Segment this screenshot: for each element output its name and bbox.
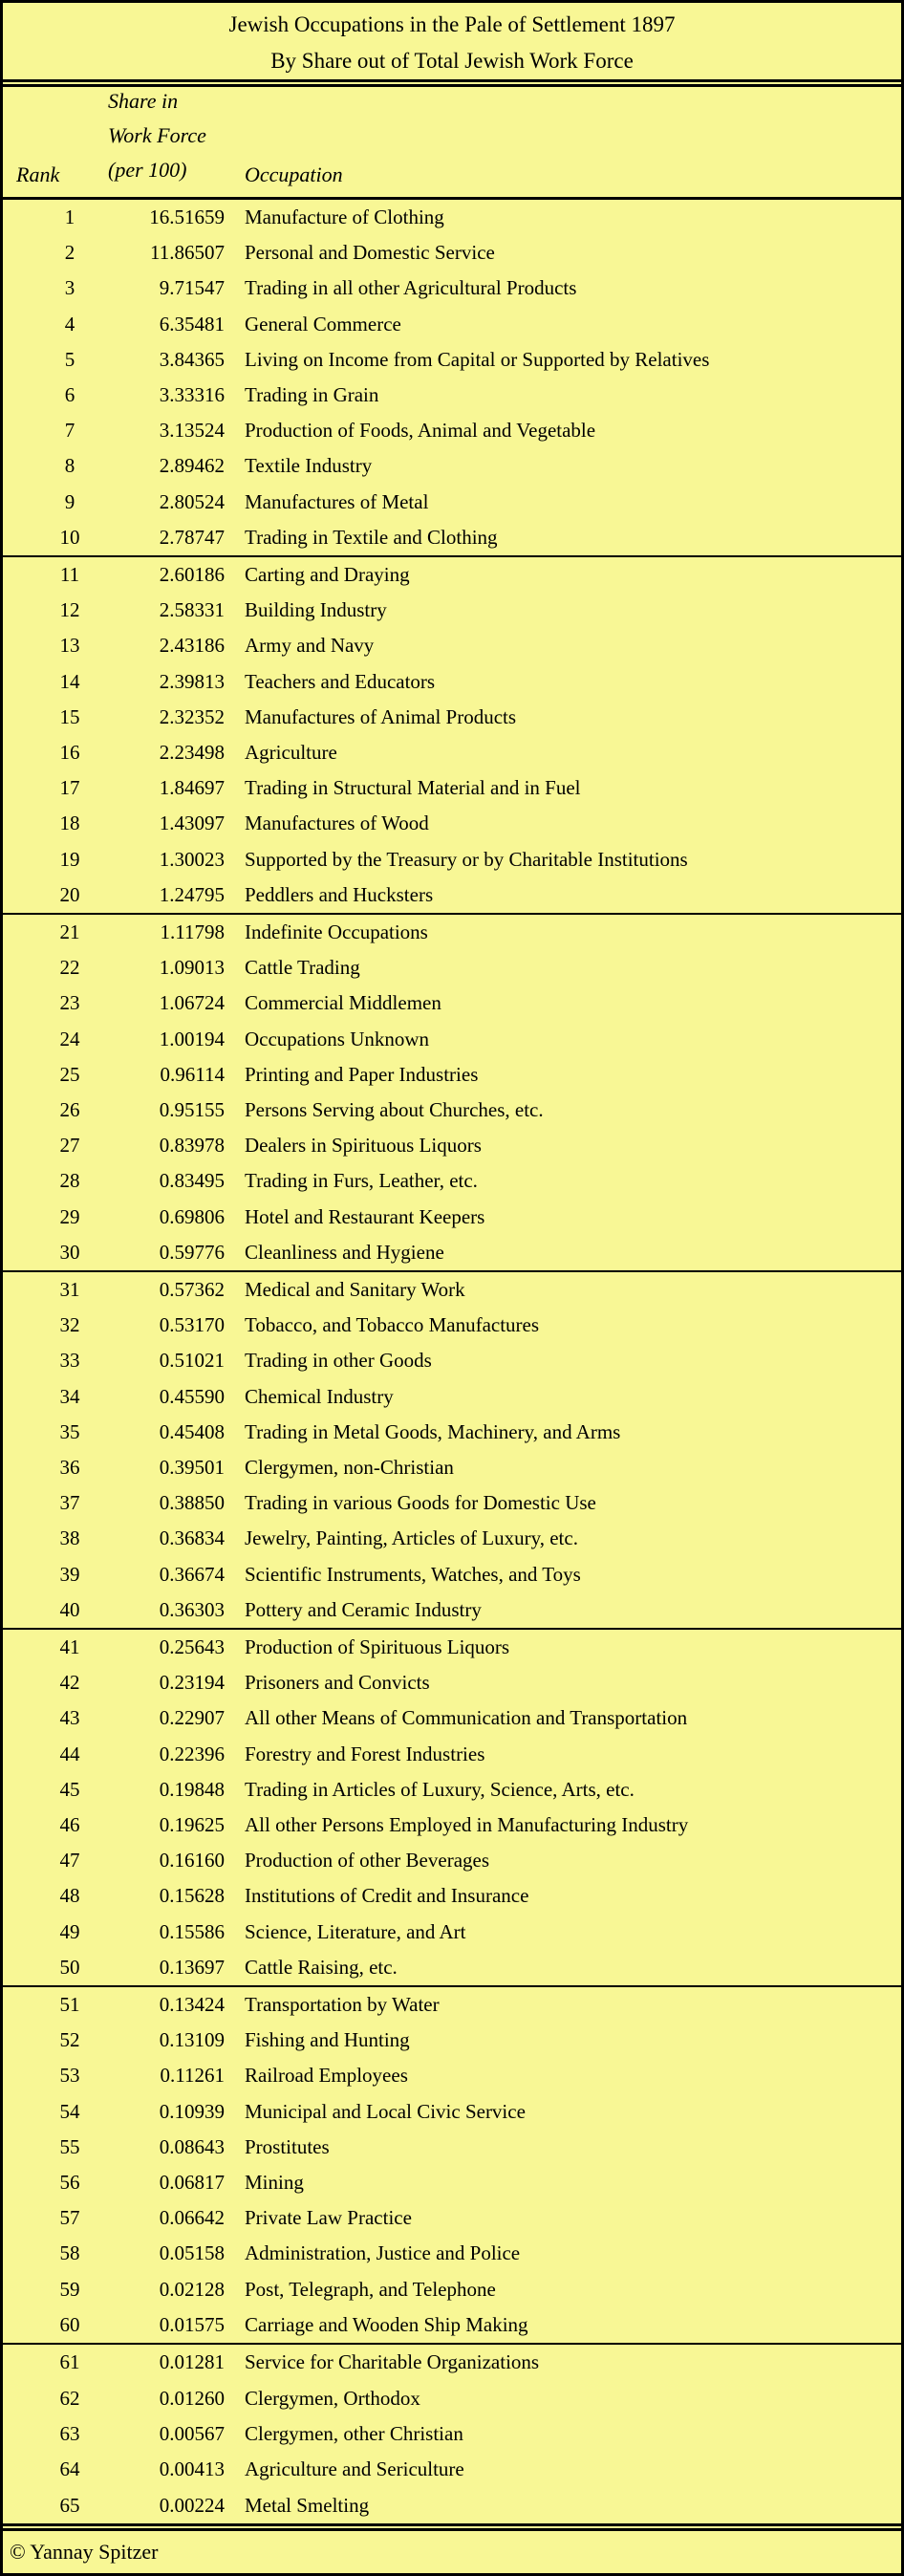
table-row — [3, 700, 901, 735]
occupation-cell: Army and Navy — [245, 634, 375, 658]
occupation-cell: Commercial Middlemen — [245, 991, 441, 1015]
share-cell: 9.71547 — [159, 276, 225, 300]
table-row — [3, 985, 901, 1021]
share-cell: 3.13524 — [159, 419, 225, 443]
share-cell: 0.19625 — [159, 1813, 225, 1837]
rank-cell: 18 — [59, 812, 80, 835]
occupation-cell: Prostitutes — [245, 2134, 330, 2158]
occupation-cell: Occupations Unknown — [245, 1027, 430, 1050]
column-header-rank: Rank — [16, 162, 60, 186]
occupation-cell: Clergymen, other Christian — [245, 2421, 463, 2445]
share-cell: 0.13109 — [159, 2028, 225, 2052]
occupation-cell: Chemical Industry — [245, 1384, 394, 1408]
occupation-cell: Scientific Instruments, Watches, and Toys — [245, 1562, 581, 1586]
rank-cell: 13 — [59, 634, 80, 658]
table-row — [3, 2307, 901, 2343]
occupation-cell: General Commerce — [245, 312, 401, 336]
rank-cell: 31 — [59, 1278, 80, 1302]
occupation-cell: Supported by the Treasury or by Charitable Institutions — [245, 847, 688, 871]
table-row — [3, 1022, 901, 1057]
rank-cell: 26 — [59, 1098, 80, 1122]
table-row — [3, 628, 901, 663]
table-row — [3, 1630, 901, 1665]
share-cell: 16.51659 — [149, 206, 225, 229]
share-cell: 0.23194 — [159, 1671, 225, 1695]
share-cell: 0.15628 — [159, 1884, 225, 1908]
share-cell: 0.51021 — [159, 1349, 225, 1373]
table-row — [3, 2272, 901, 2307]
share-cell: 11.86507 — [150, 241, 225, 265]
table-row — [3, 1200, 901, 1235]
occupation-cell: Institutions of Credit and Insurance — [245, 1884, 529, 1908]
share-cell: 2.43186 — [159, 634, 225, 658]
table-row — [3, 593, 901, 628]
table-row — [3, 1272, 901, 1308]
occupation-cell: All other Persons Employed in Manufacturing Industry — [245, 1813, 689, 1837]
share-cell: 0.16160 — [159, 1849, 225, 1872]
occupation-cell: Cattle Trading — [245, 956, 360, 980]
table-row — [3, 1343, 901, 1378]
rank-cell: 3 — [64, 276, 75, 300]
rank-cell: 10 — [59, 525, 80, 549]
occupation-cell: Building Industry — [245, 598, 387, 622]
share-cell: 2.80524 — [159, 489, 225, 513]
share-cell: 0.11261 — [160, 2064, 225, 2088]
occupation-cell: Persons Serving about Churches, etc. — [245, 1098, 544, 1122]
occupation-cell: Medical and Sanitary Work — [245, 1278, 465, 1302]
occupation-cell: Pottery and Ceramic Industry — [245, 1597, 482, 1621]
share-cell: 0.69806 — [159, 1204, 225, 1228]
occupation-cell: Hotel and Restaurant Keepers — [245, 1204, 485, 1228]
occupation-cell: Carriage and Wooden Ship Making — [245, 2312, 528, 2336]
table-footer — [3, 2523, 901, 2573]
table-row — [3, 1415, 901, 1450]
table-group — [3, 200, 901, 557]
share-cell: 0.53170 — [159, 1313, 225, 1337]
share-cell: 0.59776 — [159, 1240, 225, 1264]
occupation-cell: Prisoners and Convicts — [245, 1671, 430, 1695]
rank-cell: 54 — [59, 2099, 80, 2123]
rank-cell: 39 — [59, 1562, 80, 1586]
rank-cell: 30 — [59, 1240, 80, 1264]
share-cell: 0.06642 — [159, 2206, 225, 2230]
rank-cell: 40 — [59, 1597, 80, 1621]
share-cell: 0.83978 — [159, 1134, 225, 1158]
share-cell: 0.10939 — [159, 2099, 225, 2123]
occupation-cell: Mining — [245, 2171, 304, 2195]
column-header-share-line-2: Work Force — [108, 123, 206, 147]
table-row — [3, 2488, 901, 2523]
occupation-cell: Trading in Structural Material and in Fuel — [245, 776, 581, 800]
rank-cell: 53 — [59, 2064, 80, 2088]
table-row — [3, 1772, 901, 1808]
table-row — [3, 1878, 901, 1914]
share-cell: 0.13697 — [159, 1955, 225, 1979]
share-cell: 2.39813 — [159, 669, 225, 693]
credit-line: © Yannay Spitzer — [10, 2540, 159, 2564]
share-cell: 0.95155 — [159, 1098, 225, 1122]
table-row — [3, 1163, 901, 1199]
table-body — [3, 200, 901, 2523]
table-row — [3, 2165, 901, 2200]
table-row — [3, 2023, 901, 2058]
table-row — [3, 2130, 901, 2165]
rank-cell: 12 — [59, 598, 80, 622]
table-row — [3, 877, 901, 913]
rank-cell: 27 — [59, 1134, 80, 1158]
table-row — [3, 2094, 901, 2130]
occupation-cell: Printing and Paper Industries — [245, 1062, 479, 1086]
table-group — [3, 2345, 901, 2523]
table-row — [3, 307, 901, 342]
rank-cell: 35 — [59, 1419, 80, 1443]
share-cell: 0.25643 — [159, 1635, 225, 1659]
occupation-cell: Trading in Articles of Luxury, Science, Arts, etc. — [245, 1777, 635, 1801]
share-cell: 0.15586 — [159, 1919, 225, 1943]
column-header-share — [108, 84, 206, 187]
share-cell: 1.84697 — [159, 776, 225, 800]
rank-cell: 16 — [59, 741, 80, 765]
occupation-cell: Tobacco, and Tobacco Manufactures — [245, 1313, 540, 1337]
occupation-cell: Peddlers and Hucksters — [245, 882, 434, 906]
occupation-cell: Indefinite Occupations — [245, 920, 428, 944]
table-row — [3, 1843, 901, 1878]
table-row — [3, 1450, 901, 1485]
table-row — [3, 235, 901, 271]
occupation-cell: Service for Charitable Organizations — [245, 2350, 540, 2374]
share-cell: 2.23498 — [159, 741, 225, 765]
occupation-cell: Trading in various Goods for Domestic Use — [245, 1491, 596, 1515]
occupation-cell: Manufactures of Wood — [245, 812, 429, 835]
rank-cell: 51 — [59, 1993, 80, 2017]
rank-cell: 60 — [59, 2312, 80, 2336]
table-row — [3, 413, 901, 448]
table-group — [3, 1987, 901, 2345]
share-cell: 0.01260 — [159, 2386, 225, 2410]
occupation-cell: Forestry and Forest Industries — [245, 1742, 485, 1765]
share-cell: 0.01575 — [159, 2312, 225, 2336]
occupation-cell: Manufactures of Metal — [245, 489, 429, 513]
share-cell: 0.06817 — [159, 2171, 225, 2195]
share-cell: 0.22907 — [159, 1706, 225, 1730]
occupation-cell: Textile Industry — [245, 454, 373, 478]
occupation-cell: Cattle Raising, etc. — [245, 1955, 398, 1979]
rank-cell: 50 — [59, 1955, 80, 1979]
rank-cell: 11 — [59, 563, 80, 587]
rank-cell: 2 — [64, 241, 75, 265]
rank-cell: 57 — [59, 2206, 80, 2230]
share-cell: 0.39501 — [159, 1456, 225, 1480]
table-row — [3, 378, 901, 413]
share-cell: 1.30023 — [159, 847, 225, 871]
share-cell: 0.01281 — [159, 2350, 225, 2374]
table-row — [3, 2200, 901, 2236]
occupation-cell: Metal Smelting — [245, 2493, 370, 2517]
share-cell: 3.33316 — [159, 383, 225, 407]
occupation-cell: Jewelry, Painting, Articles of Luxury, etc. — [245, 1526, 578, 1550]
table-group — [3, 557, 901, 915]
rank-cell: 38 — [59, 1526, 80, 1550]
rank-cell: 62 — [59, 2386, 80, 2410]
table-row — [3, 557, 901, 593]
occupation-cell: Manufactures of Animal Products — [245, 704, 517, 728]
table-row — [3, 2345, 901, 2380]
table-row — [3, 1987, 901, 2023]
occupation-cell: Dealers in Spirituous Liquors — [245, 1134, 482, 1158]
rank-cell: 14 — [59, 669, 80, 693]
rank-cell: 6 — [64, 383, 75, 407]
rank-cell: 61 — [59, 2350, 80, 2374]
occupation-cell: Administration, Justice and Police — [245, 2241, 521, 2265]
table-row — [3, 2058, 901, 2093]
occupation-cell: Science, Literature, and Art — [245, 1919, 466, 1943]
rank-cell: 28 — [59, 1169, 80, 1193]
rank-cell: 25 — [59, 1062, 80, 1086]
table-row — [3, 1128, 901, 1163]
rank-cell: 15 — [59, 704, 80, 728]
share-cell: 1.06724 — [159, 991, 225, 1015]
share-cell: 0.05158 — [159, 2241, 225, 2265]
column-headers — [3, 87, 901, 200]
rank-cell: 56 — [59, 2171, 80, 2195]
rank-cell: 52 — [59, 2028, 80, 2052]
rank-cell: 45 — [59, 1777, 80, 1801]
table-row — [3, 1557, 901, 1592]
share-cell: 0.96114 — [160, 1062, 225, 1086]
share-cell: 0.36674 — [159, 1562, 225, 1586]
table-row — [3, 1808, 901, 1843]
rank-cell: 63 — [59, 2421, 80, 2445]
occupation-cell: Production of other Beverages — [245, 1849, 490, 1872]
table-row — [3, 1379, 901, 1415]
occupation-cell: Living on Income from Capital or Supported by Relatives — [245, 347, 710, 371]
rank-cell: 46 — [59, 1813, 80, 1837]
share-cell: 2.32352 — [159, 704, 225, 728]
occupation-cell: Personal and Domestic Service — [245, 241, 495, 265]
rank-cell: 7 — [64, 419, 75, 443]
share-cell: 1.24795 — [159, 882, 225, 906]
table-row — [3, 342, 901, 378]
share-cell: 2.89462 — [159, 454, 225, 478]
column-header-share-line-1: Share in — [108, 89, 179, 113]
occupation-cell: Private Law Practice — [245, 2206, 412, 2230]
table-row — [3, 1700, 901, 1736]
rank-cell: 17 — [59, 776, 80, 800]
share-cell: 0.02128 — [159, 2277, 225, 2301]
table-group — [3, 1630, 901, 1987]
share-cell: 0.08643 — [159, 2134, 225, 2158]
rank-cell: 23 — [59, 991, 80, 1015]
occupation-cell: Agriculture and Sericulture — [245, 2457, 464, 2481]
rank-cell: 4 — [64, 312, 75, 336]
share-cell: 0.13424 — [159, 1993, 225, 2017]
occupation-cell: Trading in Furs, Leather, etc. — [245, 1169, 478, 1193]
table-group — [3, 1272, 901, 1630]
table-row — [3, 2380, 901, 2415]
rank-cell: 8 — [64, 454, 75, 478]
table-row — [3, 770, 901, 806]
occupation-cell: Clergymen, non-Christian — [245, 1456, 454, 1480]
rank-cell: 55 — [59, 2134, 80, 2158]
occupation-cell: Railroad Employees — [245, 2064, 408, 2088]
rank-cell: 65 — [59, 2493, 80, 2517]
occupation-cell: Fishing and Hunting — [245, 2028, 410, 2052]
table-row — [3, 200, 901, 235]
rank-cell: 58 — [59, 2241, 80, 2265]
rank-cell: 41 — [59, 1635, 80, 1659]
share-cell: 6.35481 — [159, 312, 225, 336]
table-row — [3, 664, 901, 700]
table-row — [3, 1592, 901, 1628]
occupation-cell: Agriculture — [245, 741, 337, 765]
table-row — [3, 1308, 901, 1343]
share-cell: 0.22396 — [159, 1742, 225, 1765]
rank-cell: 21 — [59, 920, 80, 944]
rank-cell: 64 — [59, 2457, 80, 2481]
table-row — [3, 1521, 901, 1556]
occupation-cell: Transportation by Water — [245, 1993, 440, 2017]
rank-cell: 20 — [59, 882, 80, 906]
occupation-cell: Manufacture of Clothing — [245, 206, 444, 229]
share-cell: 3.84365 — [159, 347, 225, 371]
share-cell: 2.78747 — [159, 525, 225, 549]
table-row — [3, 485, 901, 520]
occupation-cell: Teachers and Educators — [245, 669, 436, 693]
rank-cell: 49 — [59, 1919, 80, 1943]
occupation-cell: All other Means of Communication and Transportation — [245, 1706, 688, 1730]
table-row — [3, 806, 901, 841]
table-row — [3, 950, 901, 985]
share-cell: 0.38850 — [159, 1491, 225, 1515]
share-cell: 0.36834 — [159, 1526, 225, 1550]
rank-cell: 48 — [59, 1884, 80, 1908]
occupation-cell: Trading in other Goods — [245, 1349, 432, 1373]
rank-cell: 29 — [59, 1204, 80, 1228]
rank-cell: 59 — [59, 2277, 80, 2301]
rank-cell: 22 — [59, 956, 80, 980]
table-row — [3, 2416, 901, 2452]
occupation-cell: Trading in Textile and Clothing — [245, 525, 498, 549]
table-row — [3, 1737, 901, 1772]
table-row — [3, 1485, 901, 1521]
table-row — [3, 735, 901, 770]
occupation-cell: Production of Foods, Animal and Vegetable — [245, 419, 596, 443]
rank-cell: 47 — [59, 1849, 80, 1872]
table-row — [3, 1665, 901, 1700]
column-header-occupation: Occupation — [245, 162, 343, 186]
rank-cell: 19 — [59, 847, 80, 871]
share-cell: 0.45408 — [159, 1419, 225, 1443]
rank-cell: 37 — [59, 1491, 80, 1515]
table-group — [3, 915, 901, 1272]
share-cell: 0.19848 — [159, 1777, 225, 1801]
occupation-cell: Post, Telegraph, and Telephone — [245, 2277, 496, 2301]
rank-cell: 34 — [59, 1384, 80, 1408]
rank-cell: 24 — [59, 1027, 80, 1050]
share-cell: 0.00567 — [159, 2421, 225, 2445]
table-row — [3, 2452, 901, 2487]
occupation-cell: Trading in Metal Goods, Machinery, and Arms — [245, 1419, 621, 1443]
page-subtitle: By Share out of Total Jewish Work Force — [270, 48, 634, 73]
share-cell: 1.09013 — [159, 956, 225, 980]
rank-cell: 43 — [59, 1706, 80, 1730]
share-cell: 2.60186 — [159, 563, 225, 587]
rank-cell: 33 — [59, 1349, 80, 1373]
table-row — [3, 448, 901, 484]
table-row — [3, 842, 901, 877]
share-cell: 0.00413 — [159, 2457, 225, 2481]
rank-cell: 42 — [59, 1671, 80, 1695]
table-row — [3, 1915, 901, 1950]
share-cell: 0.57362 — [159, 1278, 225, 1302]
table-row — [3, 271, 901, 306]
share-cell: 1.00194 — [159, 1027, 225, 1050]
share-cell: 0.45590 — [159, 1384, 225, 1408]
rank-cell: 9 — [64, 489, 75, 513]
rank-cell: 1 — [64, 206, 75, 229]
table-row — [3, 1950, 901, 1985]
share-cell: 0.83495 — [159, 1169, 225, 1193]
share-cell: 1.43097 — [159, 812, 225, 835]
occupation-cell: Production of Spirituous Liquors — [245, 1635, 510, 1659]
occupation-cell: Trading in all other Agricultural Products — [245, 276, 577, 300]
share-cell: 0.36303 — [159, 1597, 225, 1621]
page-title: Jewish Occupations in the Pale of Settlement 1897 — [228, 12, 676, 36]
rank-cell: 36 — [59, 1456, 80, 1480]
occupation-cell: Clergymen, Orthodox — [245, 2386, 420, 2410]
occupation-cell: Carting and Draying — [245, 563, 410, 587]
occupation-cell: Trading in Grain — [245, 383, 379, 407]
rank-cell: 32 — [59, 1313, 80, 1337]
table-row — [3, 1235, 901, 1270]
table-row — [3, 520, 901, 555]
occupation-cell: Municipal and Local Civic Service — [245, 2099, 526, 2123]
rank-cell: 44 — [59, 1742, 80, 1765]
table-title-block — [3, 3, 901, 87]
column-header-share-line-3: (per 100) — [108, 158, 187, 182]
share-cell: 2.58331 — [159, 598, 225, 622]
table-row — [3, 1093, 901, 1128]
table-row — [3, 2236, 901, 2271]
share-cell: 1.11798 — [160, 920, 225, 944]
rank-cell: 5 — [64, 347, 75, 371]
table-row — [3, 915, 901, 950]
share-cell: 0.00224 — [159, 2493, 225, 2517]
table-row — [3, 1057, 901, 1093]
occupation-cell: Cleanliness and Hygiene — [245, 1240, 444, 1264]
